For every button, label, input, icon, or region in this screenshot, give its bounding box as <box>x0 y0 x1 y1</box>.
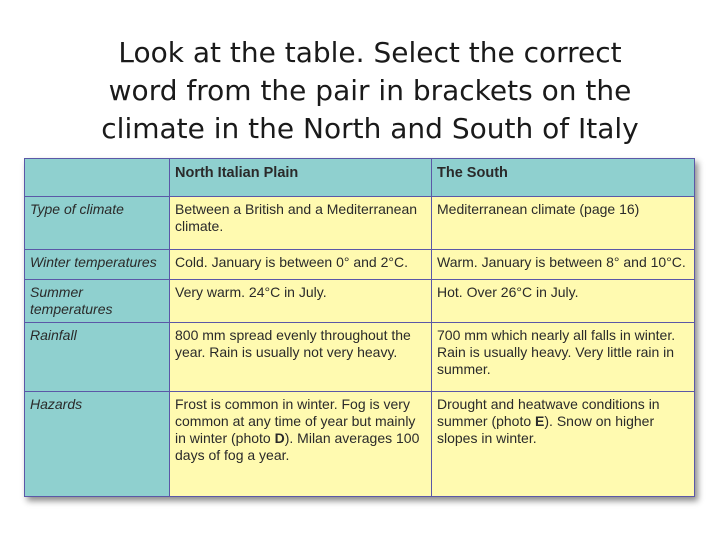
south-hazards-text: Drought and heatwave conditions in summer (photo <box>437 396 660 429</box>
cell-north-summer: Very warm. 24°C in July. <box>170 280 432 323</box>
climate-table-container <box>24 158 695 497</box>
photo-d-ref: D <box>274 430 285 446</box>
table-row <box>25 392 695 497</box>
table-row <box>25 323 695 392</box>
climate-table <box>24 158 695 497</box>
title-line-3: climate in the North and South of Italy <box>101 112 639 145</box>
north-hazards-text-end: ). Milan averages 100 days of fog a year. <box>175 430 420 463</box>
header-south: The South <box>432 159 695 197</box>
cell-south-type: Mediterranean climate (page 16) <box>432 197 695 250</box>
header-north: North Italian Plain <box>170 159 432 197</box>
cell-north-type: Between a British and a Mediterranean climate. <box>170 197 432 250</box>
row-label-winter: Winter temperatures <box>25 250 170 280</box>
south-hazards-text-end: ). Snow on higher slopes in winter. <box>437 413 655 446</box>
title-line-2: word from the pair in brackets on the <box>108 74 632 107</box>
cell-north-rainfall: 800 mm spread evenly throughout the year. Rain is usually not very heavy. <box>170 323 432 392</box>
row-label-hazards: Hazards <box>25 392 170 497</box>
north-hazards-text: Frost is common in winter. Fog is very common at any time of year but mainly in winter (photo <box>175 396 416 446</box>
row-label-summer: Summer temperatures <box>25 280 170 323</box>
cell-north-winter: Cold. January is between 0° and 2°C. <box>170 250 432 280</box>
cell-south-winter: Warm. January is between 8° and 10°C. <box>432 250 695 280</box>
slide-title <box>40 34 700 158</box>
cell-north-hazards <box>170 392 432 497</box>
cell-south-summer: Hot. Over 26°C in July. <box>432 280 695 323</box>
title-line-1: Look at the table. Select the correct <box>118 36 622 69</box>
header-corner <box>25 159 170 197</box>
table-header-row <box>25 159 695 197</box>
table-row <box>25 250 695 280</box>
row-label-type-of-climate: Type of climate <box>25 197 170 250</box>
table-row <box>25 280 695 323</box>
cell-south-rainfall: 700 mm which nearly all falls in winter. Rain is usually heavy. Very little rain in summer. <box>432 323 695 392</box>
table-row <box>25 197 695 250</box>
cell-south-hazards <box>432 392 695 497</box>
row-label-rainfall: Rainfall <box>25 323 170 392</box>
photo-e-ref: E <box>535 413 545 429</box>
